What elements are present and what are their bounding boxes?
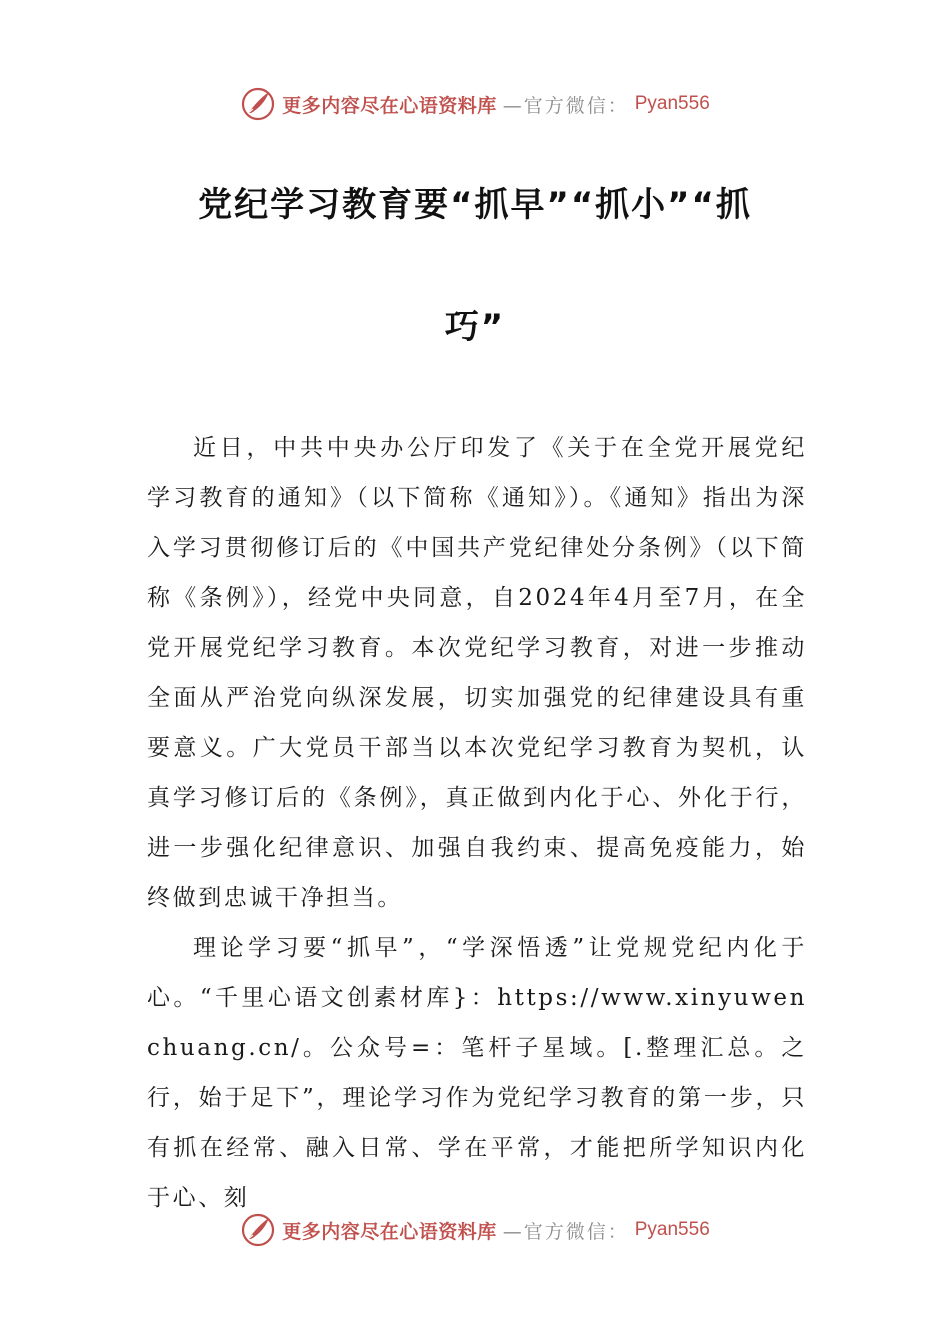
header-banner bbox=[0, 84, 950, 124]
banner-official-text: —官方微信： bbox=[502, 1220, 629, 1243]
banner-official-text: —官方微信： bbox=[502, 94, 629, 117]
body-paragraph-2: 理论学习要“抓早”，“学深悟透”让党规党纪内化于心。“千里心语文创素材库}：https://www.xinyuwenchuang.cn/。公众号=：笔杆子星域。[.整理汇总。之行，始于足下”，理论学习作为党纪学习教育的第一步，只有抓在经常、融入日常、学在平常，才能把所学知识内化于心、刻 bbox=[147, 935, 807, 1211]
banner-wechat-id: Pyan556 bbox=[634, 1219, 710, 1240]
banner-site-text: 更多内容尽在心语资料库 bbox=[282, 1220, 497, 1243]
document-title-line-2: 巧” bbox=[444, 307, 506, 347]
body-paragraph-1: 近日，中共中央办公厅印发了《关于在全党开展党纪学习教育的通知》（以下简称《通知》）。《通知》指出为深入学习贯彻修订后的《中国共产党纪律处分条例》（以下简称《条例》），经党中央同意，自2024年4月至7月，在全党开展党纪学习教育。本次党纪学习教育，对进一步推动全面从严治党向纵深发展，切实加强党的纪律建设具有重要意义。广大党员干部当以本次党纪学习教育为契机，认真学习修订后的《条例》，真正做到内化于心、外化于行，进一步强化纪律意识、加强自我约束、提高免疫能力，始终做到忠诚干净担当。 bbox=[147, 435, 807, 911]
document-title-line-1: 党纪学习教育要“抓早”“抓小”“抓 bbox=[198, 185, 752, 225]
quill-logo-icon bbox=[240, 1212, 276, 1248]
banner-wechat-id: Pyan556 bbox=[634, 93, 710, 114]
quill-logo-icon bbox=[240, 86, 276, 122]
document-body bbox=[147, 423, 807, 1223]
footer-banner bbox=[0, 1210, 950, 1250]
banner-site-text: 更多内容尽在心语资料库 bbox=[282, 94, 497, 117]
